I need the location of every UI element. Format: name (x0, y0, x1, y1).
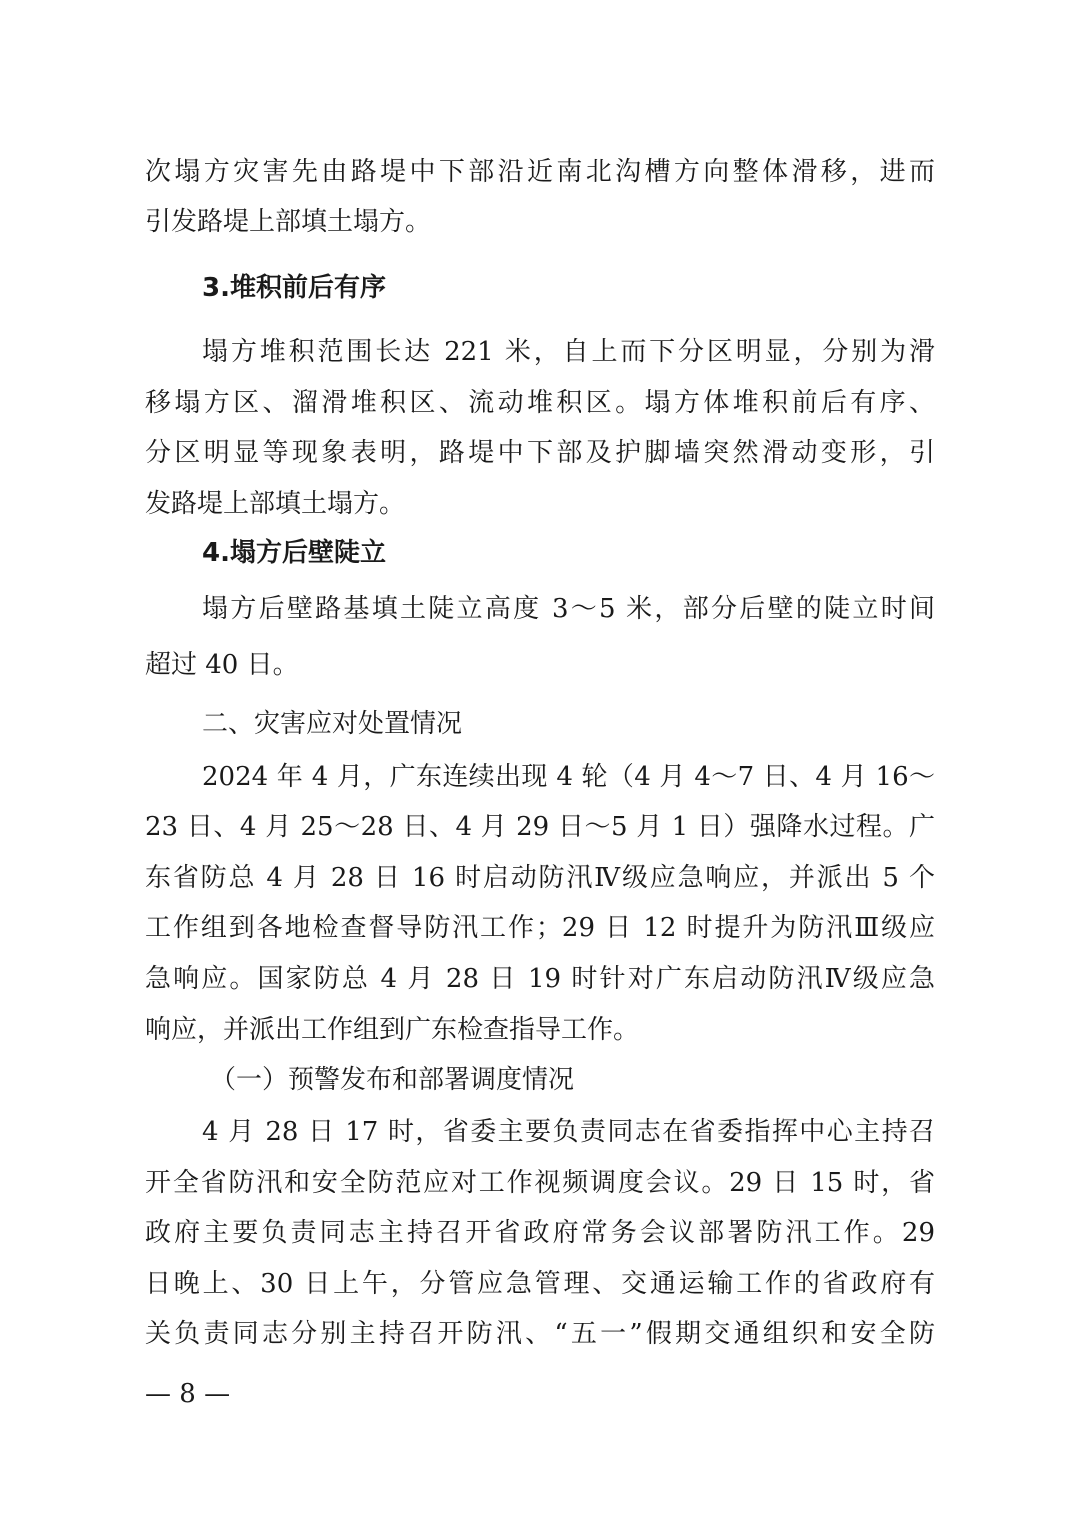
paragraph-line: 4 月 28 日 17 时，省委主要负责同志在省委指挥中心主持召 (202, 1117, 935, 1147)
paragraph-line: 政府主要负责同志主持召开省政府常务会议部署防汛工作。29 (145, 1218, 935, 1248)
paragraph-line: 超过 40 日。 (145, 650, 299, 680)
section-heading: 3.堆积前后有序 (202, 273, 386, 303)
page-number: — 8 — (145, 1379, 231, 1409)
paragraph-line: 发路堤上部填土塌方。 (145, 489, 406, 519)
chapter-heading: 二、灾害应对处置情况 (202, 709, 463, 739)
paragraph-line: 2024 年 4 月，广东连续出现 4 轮（4 月 4～7 日、4 月 16～ (202, 762, 935, 792)
subsection-heading: （一）预警发布和部署调度情况 (210, 1065, 575, 1095)
paragraph-line: 开全省防汛和安全防范应对工作视频调度会议。29 日 15 时，省 (145, 1168, 935, 1198)
paragraph-line: 关负责同志分别主持召开防汛、“五一”假期交通组织和安全防 (145, 1319, 935, 1349)
paragraph-line: 移塌方区、溜滑堆积区、流动堆积区。塌方体堆积前后有序、 (145, 388, 935, 418)
paragraph-line: 塌方后壁路基填土陡立高度 3～5 米，部分后壁的陡立时间 (202, 594, 935, 624)
section-heading: 4.塌方后壁陡立 (202, 538, 386, 568)
paragraph-line: 响应，并派出工作组到广东检查指导工作。 (145, 1015, 640, 1045)
paragraph-line: 次塌方灾害先由路堤中下部沿近南北沟槽方向整体滑移，进而 (145, 157, 935, 187)
paragraph-line: 23 日、4 月 25～28 日、4 月 29 日～5 月 1 日）强降水过程。广 (145, 812, 935, 842)
paragraph-line: 工作组到各地检查督导防汛工作；29 日 12 时提升为防汛Ⅲ级应 (145, 913, 935, 943)
paragraph-line: 急响应。国家防总 4 月 28 日 19 时针对广东启动防汛Ⅳ级应急 (145, 964, 935, 994)
paragraph-line: 塌方堆积范围长达 221 米，自上而下分区明显，分别为滑 (202, 337, 935, 367)
paragraph-line: 日晚上、30 日上午，分管应急管理、交通运输工作的省政府有 (145, 1269, 935, 1299)
paragraph-line: 引发路堤上部填土塌方。 (145, 207, 432, 237)
paragraph-line: 东省防总 4 月 28 日 16 时启动防汛Ⅳ级应急响应，并派出 5 个 (145, 863, 935, 893)
paragraph-line: 分区明显等现象表明，路堤中下部及护脚墙突然滑动变形，引 (145, 438, 935, 468)
